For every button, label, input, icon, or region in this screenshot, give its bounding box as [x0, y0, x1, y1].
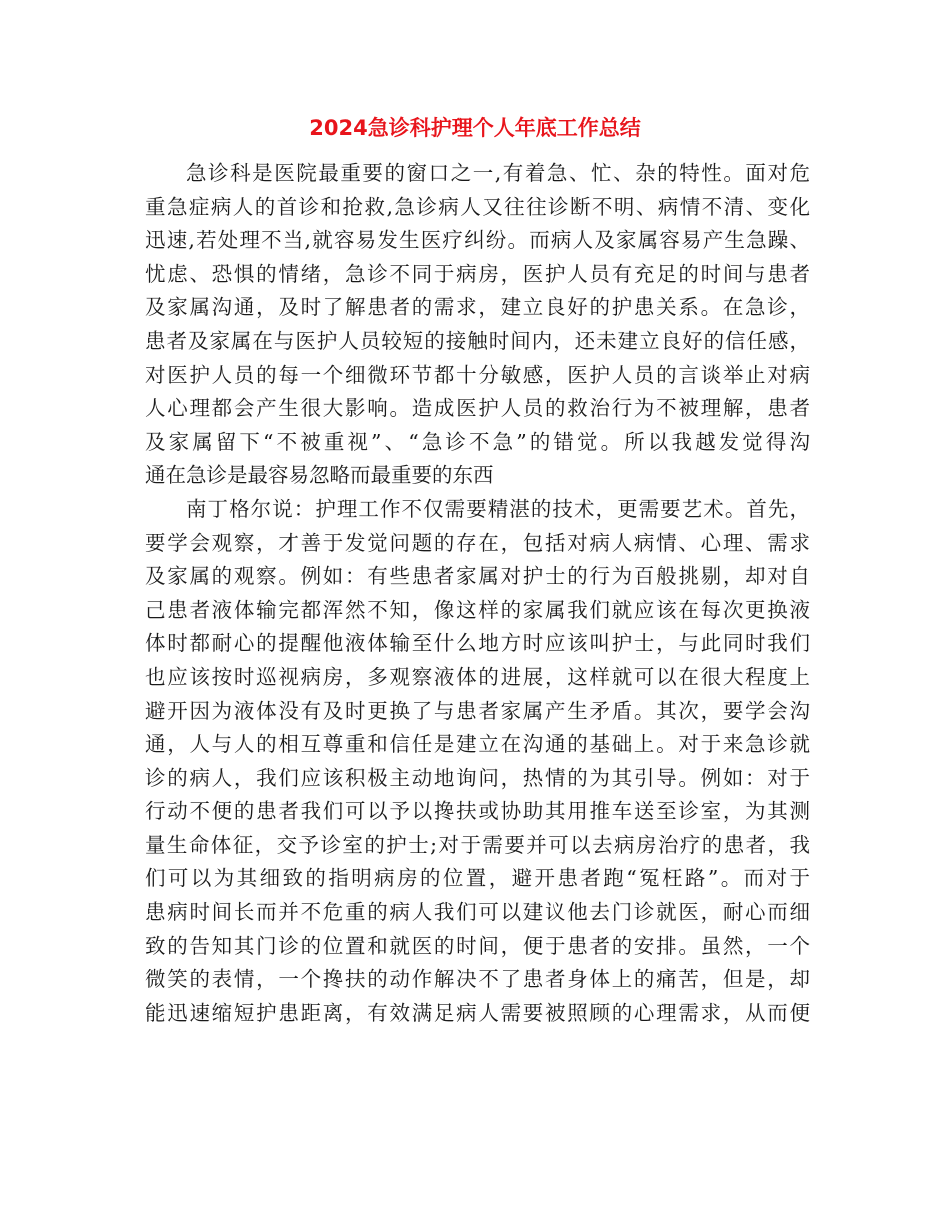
text-line: 要学会观察，才善于发觉问题的存在，包括对病人病情、心理、需求: [145, 530, 810, 555]
text-line: 通，人与人的相互尊重和信任是建立在沟通的基础上。对于来急诊就: [145, 732, 810, 757]
text-line: 南丁格尔说：护理工作不仅需要精湛的技术，更需要艺术。首先，: [186, 496, 810, 521]
text-line: 重急症病人的首诊和抢救,急诊病人又往往诊断不明、病情不清、变化: [145, 194, 810, 219]
text-line: 避开因为液体没有及时更换了与患者家属产生矛盾。其次，要学会沟: [145, 698, 810, 723]
text-line: 也应该按时巡视病房，多观察液体的进展，这样就可以在很大程度上: [145, 664, 810, 689]
text-line: 对医护人员的每一个细微环节都十分敏感，医护人员的言谈举止对病: [145, 362, 810, 387]
text-line: 及家属留下“不被重视”、“急诊不急”的错觉。所以我越发觉得沟: [145, 429, 810, 454]
text-line: 及家属的观察。例如：有些患者家属对护士的行为百般挑剔，却对自: [145, 564, 810, 589]
text-line: 量生命体征，交予诊室的护士;对于需要并可以去病房治疗的患者，我: [145, 832, 810, 857]
text-line: 诊的病人，我们应该积极主动地询问，热情的为其引导。例如：对于: [145, 765, 810, 790]
text-line: 迅速,若处理不当,就容易发生医疗纠纷。而病人及家属容易产生急躁、: [145, 228, 810, 253]
text-line: 们可以为其细致的指明病房的位置，避开患者跑“冤枉路”。而对于: [145, 866, 810, 891]
text-line: 急诊科是医院最重要的窗口之一,有着急、忙、杂的特性。面对危: [186, 161, 810, 185]
paragraph-1: [145, 157, 810, 493]
text-line: 及家属沟通，及时了解患者的需求，建立良好的护患关系。在急诊，: [145, 295, 810, 320]
text-line: 体时都耐心的提醒他液体输至什么地方时应该叫护士，与此同时我们: [145, 631, 810, 656]
text-line: 微笑的表情，一个搀扶的动作解决不了患者身体上的痛苦，但是，却: [145, 967, 810, 992]
text-line: 患病时间长而并不危重的病人我们可以建议他去门诊就医，耐心而细: [145, 900, 810, 925]
text-line: 致的告知其门诊的位置和就医的时间，便于患者的安排。虽然，一个: [145, 933, 810, 958]
paragraph-2: [145, 493, 810, 1031]
text-line: 行动不便的患者我们可以予以搀扶或协助其用推车送至诊室，为其测: [145, 799, 810, 824]
text-line: 己患者液体输完都浑然不知，像这样的家属我们就应该在每次更换液: [145, 597, 810, 622]
text-line: 人心理都会产生很大影响。造成医护人员的救治行为不被理解，患者: [145, 396, 810, 421]
document-body: [145, 157, 810, 1030]
text-line: 忧虑、恐惧的情绪，急诊不同于病房，医护人员有充足的时间与患者: [145, 261, 810, 286]
text-line: 患者及家属在与医护人员较短的接触时间内，还未建立良好的信任感，: [145, 328, 810, 353]
text-line: 通在急诊是最容易忽略而最重要的东西: [145, 463, 494, 488]
document-title: 2024急诊科护理个人年底工作总结: [309, 116, 641, 140]
text-line: 能迅速缩短护患距离，有效满足病人需要被照顾的心理需求，从而便: [145, 1000, 810, 1025]
